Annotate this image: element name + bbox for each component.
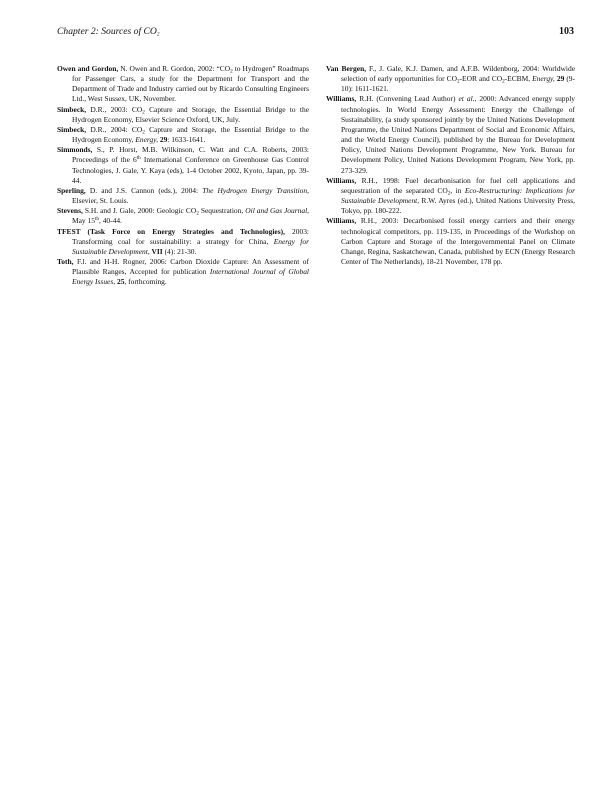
ref-bold: VII bbox=[151, 246, 163, 256]
ref-text: (4): 21-30. bbox=[162, 246, 197, 256]
ref-bold: 29 bbox=[159, 135, 168, 145]
page-number: 103 bbox=[559, 26, 574, 37]
ref-text: to Hydrogen” Roadmaps for Passenger Cars, a study for the Department for Transport and the Department of Trade and Industry carried out by Ricardo Consulting Engineers Ltd., West Sussex, UK, November. bbox=[72, 64, 309, 104]
ref-bold: Toth, bbox=[57, 256, 74, 266]
ref-text: (9-10): 1611-1621. bbox=[341, 74, 575, 94]
ref-subscript: 2 bbox=[456, 78, 460, 85]
ref-text: : 1633-1641. bbox=[167, 135, 206, 145]
ref-text: S., P. Horst, M.B. Wilkinson, C. Watt and C.A. Roberts, 2003: Proceedings of the 6 bbox=[72, 145, 309, 165]
reference-entry bbox=[57, 186, 309, 206]
ref-italic: Energy for Sustainable Development bbox=[72, 236, 309, 256]
ref-text: -EOR and CO bbox=[459, 74, 503, 84]
ref-text: , in bbox=[450, 185, 465, 195]
reference-column-left bbox=[57, 64, 309, 287]
ref-bold: Stevens, bbox=[57, 206, 83, 216]
reference-entry bbox=[57, 206, 309, 226]
ref-bold: 29 bbox=[556, 74, 565, 84]
ref-bold: Van Bergen, bbox=[326, 64, 367, 73]
reference-entry bbox=[326, 94, 575, 175]
ref-text: F., J. Gale, K.J. Damen, and A.F.B. Wildenborg, 2004: Worldwide selection of early opportunities for CO bbox=[341, 64, 576, 84]
ref-italic: International Journal of Global Energy Issues bbox=[72, 267, 309, 287]
ref-text: ., 2000: Advanced energy supply technologies. In World Energy Assessment: Energy the Challenge of Sustainability, (a study sponsored jointly by the United Nations Development Programme, the United Nations Department of Social and Economic Affairs, and the World Energy Council), published by the Bureau for Development Policy, United Nations Development Programme, New York. Bureau for Development Policy, United Nations Development Program, New York, pp. 273-329. bbox=[341, 94, 576, 175]
ref-subscript: 2 bbox=[142, 109, 145, 116]
ref-text: Capture and Storage, the Essential Bridge to the Hydrogen Economy, Elsevier Science Oxford, UK, July. bbox=[72, 104, 309, 124]
ref-italic: The Hydrogen Energy Transition bbox=[202, 185, 308, 195]
ref-text: , forthcoming. bbox=[124, 277, 167, 287]
ref-italic: et al bbox=[458, 94, 473, 104]
ref-text: F.l. and H-H. Rogner, 2006: Carbon Dioxide Capture: An Assessment of Plausible Ranges, Accepted for publication bbox=[72, 256, 309, 277]
ref-subscript: 2 bbox=[447, 190, 451, 197]
reference-entry bbox=[326, 176, 575, 217]
reference-entry bbox=[57, 64, 309, 105]
ref-text: N. Owen and R. Gordon, 2002: “CO bbox=[118, 64, 231, 73]
ref-text: , R.W. Ayres (ed.), United Nations University Press, Tokyo, pp. 180-222. bbox=[341, 196, 576, 216]
ref-italic: Eco-Restructuring: Implications for Sustainable Development bbox=[341, 185, 575, 206]
ref-bold: TFEST (Task Force on Energy Strategies and Technologies), bbox=[57, 226, 285, 236]
reference-entry bbox=[326, 64, 575, 94]
ref-bold: Sperling, bbox=[57, 185, 86, 195]
ref-bold: Williams, bbox=[326, 175, 357, 185]
ref-text: D.R., 2003: CO bbox=[86, 104, 143, 114]
ref-bold: Simmonds, bbox=[57, 145, 93, 155]
ref-text: , bbox=[147, 246, 152, 256]
ref-italic: Energy, bbox=[532, 74, 555, 84]
ref-text: Sequestration, bbox=[198, 206, 246, 216]
reference-entry bbox=[57, 145, 309, 186]
ref-bold: Owen and Gordon, bbox=[57, 64, 119, 73]
ref-italic: Oil and Gas Journal bbox=[245, 206, 308, 216]
ref-text: , May 15 bbox=[72, 206, 309, 226]
ref-text: D. and J.S. Cannon (eds.), 2004: bbox=[85, 185, 203, 195]
ref-text: S.H. and J. Gale, 2000: Geologic CO bbox=[82, 206, 197, 216]
ref-subscript: 2 bbox=[230, 68, 233, 75]
ref-text: R.H., 1998: Fuel decarbonisation for fuel cell applications and sequestration of the separated CO bbox=[341, 175, 575, 195]
ref-text: D.R., 2004: CO bbox=[86, 124, 143, 134]
chapter-title: Chapter 2: Sources of $CO_2$ bbox=[57, 26, 160, 38]
reference-entry bbox=[57, 105, 309, 125]
ref-subscript: 2 bbox=[142, 129, 145, 136]
ref-bold: Williams, bbox=[326, 216, 357, 226]
reference-entry bbox=[57, 257, 309, 287]
ref-bold: Simbeck, bbox=[57, 104, 87, 114]
ref-text: R.H. (Convening Lead Author) bbox=[356, 94, 459, 104]
ref-text: Capture and Storage, the Essential Bridge to the Hydrogen Economy, bbox=[72, 124, 309, 145]
ref-bold: Simbeck, bbox=[57, 124, 87, 134]
ref-superscript: th bbox=[136, 155, 141, 162]
reference-entry bbox=[326, 216, 575, 267]
page-header bbox=[57, 26, 574, 40]
ref-text: , 40-44. bbox=[98, 216, 122, 226]
ref-subscript: 2 bbox=[502, 78, 505, 85]
reference-entry bbox=[57, 125, 309, 145]
ref-bold: 25 bbox=[116, 277, 125, 287]
ref-text: , Elsevier, St. Louis. bbox=[72, 185, 309, 206]
ref-text: 2003: Transforming coal for sustainability: a strategy for China, bbox=[72, 226, 309, 246]
ref-text: , bbox=[113, 277, 117, 287]
ref-text: R.H., 2003: Decarbonised fossil energy carriers and their energy technological competitors, pp. 119-135, in Proceedings of the Workshop on Carbon Capture and Storage of the Intergovernmental Panel on Climate Change, Regina, Saskatchewan, Canada, published by ECN (Energy Research Center of The Netherlands), 18-21 November, 178 pp. bbox=[341, 216, 575, 266]
ref-text: -ECBM, bbox=[504, 74, 533, 84]
ref-bold: Williams, bbox=[326, 94, 357, 104]
ref-subscript: 2 bbox=[196, 210, 199, 217]
ref-text: International Conference on Greenhouse Gas Control Technologies, J. Gale, Y. Kaya (eds), 1-4 October 2002, Kyoto, Japan, pp. 39-44. bbox=[72, 155, 309, 185]
ref-italic: Energy, bbox=[135, 135, 158, 145]
reference-entry bbox=[57, 227, 309, 257]
ref-superscript: th bbox=[94, 216, 99, 223]
reference-column-right bbox=[326, 64, 575, 267]
